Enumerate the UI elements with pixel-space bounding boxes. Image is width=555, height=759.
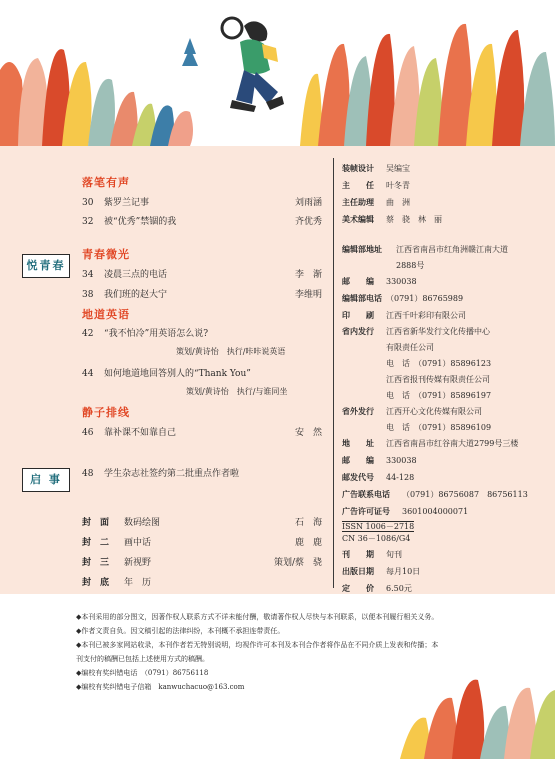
cover-author: 鹿 鹿 [294, 538, 322, 548]
article-author: 齐优秀 [294, 217, 322, 227]
cover-credit [82, 535, 322, 548]
article-title: 紫罗兰记事 [104, 198, 150, 208]
toc-item[interactable] [82, 326, 322, 339]
cover-credit [82, 575, 322, 588]
note-line: ◆本刊采用的部分图文，因著作权人联系方式不详未能付酬，敬请著作权人尽快与本刊联系，以便本刊履行相关义务。 [76, 613, 439, 621]
info-label: 主 任 [342, 180, 374, 190]
info-row [342, 214, 547, 225]
info-label: 省内发行 [342, 326, 374, 336]
info-value: 330038 [386, 456, 417, 465]
info-value: 叶冬青 [386, 181, 410, 190]
info-value: 江西省新华发行文化传播中心 [386, 327, 490, 336]
info-label: 邮发代号 [342, 472, 374, 482]
cover-title: 数码绘图 [124, 518, 161, 528]
info-row-cont: 有限责任公司 [386, 343, 434, 352]
info-row [342, 197, 547, 208]
info-label: 印 刷 [342, 310, 374, 320]
side-tag-youth: 悦青春 [22, 254, 70, 278]
page-number: 32 [82, 217, 94, 227]
section-title-2: 青春微光 [82, 248, 130, 261]
note-line: 刊支付的稿酬已包括上述使用方式的稿酬。 [76, 655, 209, 663]
page-number: 48 [82, 469, 94, 479]
info-value: 6.50元 [386, 584, 412, 593]
toc-item[interactable] [82, 267, 322, 280]
info-value: 江西开心文化传媒有限公司 [386, 407, 482, 416]
page-number: 42 [82, 329, 94, 339]
info-row-cont: 2888号 [396, 261, 425, 270]
issn-text: ISSN 1006－2718 [342, 522, 415, 531]
page-number: 38 [82, 290, 94, 300]
info-label: 地 址 [342, 438, 374, 448]
info-row [342, 472, 547, 483]
toc-item[interactable] [82, 366, 322, 379]
article-author: 安 然 [294, 428, 322, 438]
page-number: 46 [82, 428, 94, 438]
note-line: ◆作者文责自负。因文稿引起的法律纠纷，本刊概不承担连带责任。 [76, 627, 285, 635]
info-value: 江西省南昌市红角洲赣江南大道 [396, 245, 508, 254]
info-label: 主任助理 [342, 197, 374, 207]
article-title: 凌晨三点的电话 [104, 270, 168, 280]
info-value: 蔡 骁 林 丽 [386, 215, 442, 224]
info-row [342, 276, 547, 287]
article-author: 李 渐 [294, 270, 322, 280]
cover-credit [82, 515, 322, 528]
cover-title: 新视野 [124, 558, 152, 568]
info-value: 3601004000071 [402, 507, 469, 516]
article-title: 我们班的赵大宁 [104, 290, 168, 300]
cover-title: 画中话 [124, 538, 152, 548]
page-number: 44 [82, 369, 94, 379]
info-value: 曲 洲 [386, 198, 410, 207]
page-number: 30 [82, 198, 94, 208]
info-row [342, 406, 547, 417]
cover-key: 封 底 [82, 578, 110, 588]
article-title: 被“优秀”禁锢的我 [104, 217, 177, 227]
info-label: 省外发行 [342, 406, 374, 416]
info-row-cont: 电 话 （0791）85896109 [386, 423, 492, 432]
info-label: 邮 编 [342, 276, 374, 286]
info-value: 330038 [386, 277, 417, 286]
info-label: 出版日期 [342, 566, 374, 576]
toc-item[interactable] [82, 287, 322, 300]
column-divider [333, 158, 334, 588]
note-line: ◆本刊已被多家网站收录，本刊作者若无特别说明，均视作许可本刊及本刊合作者将作品在不同介质上发表和传播；本 [76, 641, 439, 649]
note-line: ◆编校有奖纠错电子信箱 kanwuchacuo@163.com [76, 683, 245, 691]
article-title: 如何地道地回答别人的“Thank You” [104, 369, 251, 379]
info-value: 每月10日 [386, 567, 421, 576]
info-row [342, 310, 547, 321]
cn-number: CN 36－1086/G4 [342, 534, 411, 543]
info-row [342, 163, 547, 174]
info-row [342, 583, 547, 594]
info-row [342, 489, 547, 500]
cover-key: 封 三 [82, 558, 110, 568]
info-row [342, 566, 547, 577]
toc-item[interactable] [82, 195, 322, 208]
page-number: 34 [82, 270, 94, 280]
info-row [342, 244, 547, 255]
cover-author: 策划/蔡 骁 [273, 558, 322, 568]
info-value: 江西千叶彩印有限公司 [386, 311, 466, 320]
info-label: 定 价 [342, 583, 374, 593]
info-row [342, 455, 547, 466]
info-label: 装帧设计 [342, 163, 374, 173]
info-label: 编辑部电话 [342, 293, 382, 303]
info-value: （0791）86756087 86756113 [402, 490, 528, 499]
article-title: “我不怕冷”用英语怎么说? [104, 329, 209, 339]
side-tag-notice: 启 事 [22, 468, 70, 492]
info-value: （0791）86765989 [386, 294, 464, 303]
info-label: 编辑部地址 [342, 244, 382, 254]
info-label: 美术编辑 [342, 214, 374, 224]
info-label: 广告许可证号 [342, 506, 390, 516]
article-credit: 策划/黄诗怡 执行/与谁同坐 [186, 387, 288, 396]
info-value: 旬刊 [386, 550, 402, 559]
forest-illustration [0, 0, 555, 146]
info-row-cont: 电 话 （0791）85896123 [386, 359, 492, 368]
toc-item[interactable] [82, 214, 322, 227]
info-row-cont: 电 话 （0791）85896197 [386, 391, 492, 400]
section-title-4: 静子排线 [82, 406, 130, 419]
article-title: 靠补课不如靠自己 [104, 428, 177, 438]
cover-credit [82, 555, 322, 568]
issn-number [342, 521, 414, 532]
toc-item[interactable] [82, 425, 322, 438]
article-title: 学生杂志社签约第二批重点作者啦 [104, 469, 240, 479]
info-label: 广告联系电话 [342, 489, 390, 499]
info-label: 刊 期 [342, 549, 374, 559]
info-row [342, 293, 547, 304]
info-value: 44-128 [386, 473, 415, 482]
info-value: 江西省南昌市红谷南大道2799号三楼 [386, 439, 519, 448]
cover-title: 年 历 [124, 578, 152, 588]
toc-item[interactable] [82, 466, 322, 479]
section-title-3: 地道英语 [82, 308, 130, 321]
info-row [342, 438, 547, 449]
info-value: 吴编宝 [386, 164, 410, 173]
cover-key: 封 二 [82, 538, 110, 548]
article-credit: 策划/黄诗怡 执行/咔咔说英语 [176, 347, 286, 356]
info-row [342, 549, 547, 560]
header-illustration [0, 0, 555, 146]
info-row [342, 180, 547, 191]
info-row [342, 506, 547, 517]
cover-key: 封 面 [82, 518, 110, 528]
note-line: ◆编校有奖纠错电话 （0791）86756118 [76, 669, 209, 677]
info-row-cont: 江西省报刊传媒有限责任公司 [386, 375, 490, 384]
article-author: 李维明 [294, 290, 322, 300]
article-author: 刘雨涵 [294, 198, 322, 208]
info-row [342, 326, 547, 337]
cover-author: 石 海 [294, 518, 322, 528]
section-title-1: 落笔有声 [82, 176, 130, 189]
info-label: 邮 编 [342, 455, 374, 465]
